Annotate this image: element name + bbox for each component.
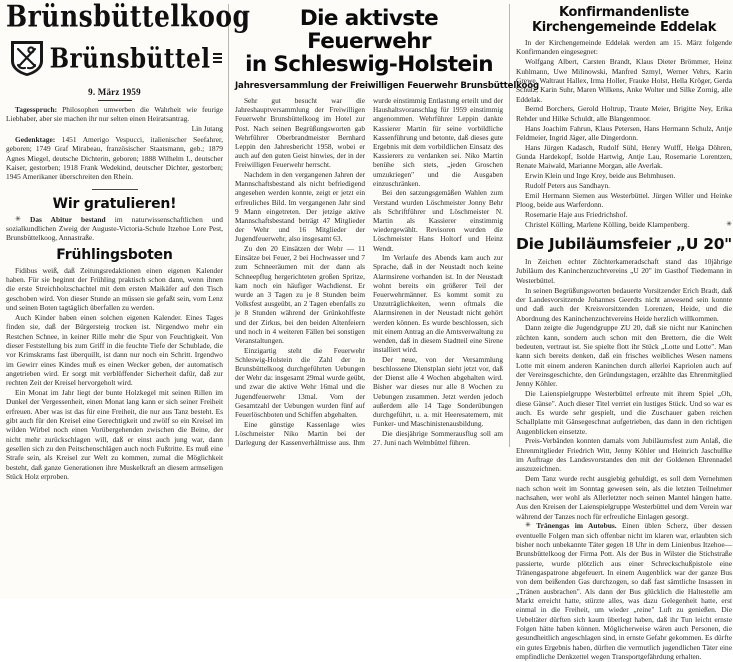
gedenktage-paragraph (6, 135, 223, 182)
gedenktage-label: Gedenktage: (15, 135, 56, 145)
konfirmanden-group-9 (516, 220, 732, 229)
wir-gratulieren-paragraph (6, 215, 223, 243)
konfirmanden-group-9-text: Christel Kölling, Marlene Kölling, beide Klampenberg. (525, 219, 690, 229)
wir-gratulieren-lead: Das Abitur bestand (30, 214, 106, 224)
end-mark-icon: ✳ (726, 219, 732, 228)
konfirmanden-group-5: Erwin Klein und Inge Krey, beide aus Behmhusen. (525, 171, 676, 181)
jubilaeum-paragraph-1: In Zeichen echter Züchterkameradschaft stand das 10jährige Jubiläum des Kaninchenzuchtvereins „U 20" im Gasthof Tiedemann in Westerbüttel. (516, 257, 732, 285)
jubilaeum-paragraph-5: Preis-Verbänden konnten damals vom Jubiläumsfest zum Anlaß, die Ehrenmitglieder Friedrich Witt, Jenny Köhler und Heinrich Jaschullke im Auftrage des Landesvorstandes den mit der Goldenen Ehrennadel auszuzeichnen. (516, 436, 732, 474)
center-paragraph-4: Einzigartig steht die Feuerwehr Schleswig-Holstein die Zahl der in Brunsbüttelkoog durchgeführten Uebungen der Wehr da: insgesamt 29mal wurde geübt, und zwar die aktive Wehr 16mal und die Jugendfeuerwehr 13mal. Vom der Gesamtzahl der Uebungen wurden fünf auf Feuerlöschboten und Schiffen abgehalten. (235, 345, 365, 419)
konfirmandenliste-heading-line-2: Kirchengemeinde Eddelak (531, 19, 717, 35)
tagesspruch-author: Lin Jutang (191, 124, 223, 134)
konfirmanden-group-2: Bernd Borchers, Gerold Holtrup, Traute Meier, Brigitte Ney, Erika Rehder und Hilke Schuldt, alle Blangenmoor. (516, 104, 732, 123)
konfirmanden-group-6: Rudolf Peters aus Sandhayn. (525, 181, 610, 191)
bullet-icon: ✳ (525, 521, 531, 530)
center-paragraph-8: Der neue, von der Versammlung beschlossene Dienstplan sieht jetzt vor, daß der Dienst alle 4 Wochen abgehalten wird. Bisher war dieses nur alle 8 Wochen zu Uebungen zusammen. Jetzt werden jedoch außerdem alle 14 Tage Sonderübungen durchgeführt, u. a. mit Heeresatemern, mit Funker- und Maschinistenausbildung. (373, 354, 503, 429)
anchor-crest-icon (7, 38, 47, 78)
masthead-row-2 (6, 38, 223, 78)
center-paragraph-9: Die diesjährige Sommerausflug soll am 27. Juni nach Welmbüttel führen. (373, 428, 503, 447)
masthead (6, 0, 251, 101)
masthead-rule-bars-icon (213, 53, 222, 63)
bullet-icon: ✳ (15, 214, 21, 223)
jubilaeum-paragraph-6: Dem Tanz wurde recht ausgiebig gehuldigt, es soll dem Vernehmen nach schon weit im Sonntag gewesen sein, als die letzten Teilnehmer nachsahen, wer wohl als Allerletzter noch seinen Mantel hängen hatte. Aus den Kreisen der Laienspielgruppe Westerbüttel und dem Verein war während der Tanzes noch für erfreuliche Einlagen gesorgt. (516, 474, 732, 521)
jubilaeumsfeier-heading: Die Jubiläumsfeier „U 20" (516, 235, 732, 254)
traenengas-label: Tränengas im Autobus. (536, 521, 617, 531)
center-body-columns (235, 96, 503, 447)
traenengas-text: Einen üblen Scherz, über dessen eventuelle Folgen man sich offenbar nicht im klaren war, erlaubten sich bisher noch unbekannte Täter gegen 18 Uhr in dem Linienbus Itzehoe—Brunsbüttelkoog der Firma Pott. Als der Bus in Wilster die Stichstraße passierte, wurde plötzlich aus einer Schreckschußpistole eine Tränengaspatrone abgefeuert. In einem Augenblick war der ganze Bus von dem beißenden Gas durchzogen, so daß fast sämtliche Insassen in „Tränen ausbrachen". Als dann der Bus glücklich die Haltestelle am Markt erreicht hatte, stürzte alles, was dazu Gelegenheit hatte, erst einmal in die Freiheit, um wieder „reine" Luft zu genießen. Die Uebeltäter dürften sich kaum überlegt haben, daß ihr Tun leicht ernste Folgen hätte haben können. Möglicherweise wären auch Personen, die gesundheitlich angeschlagen sind, in ernste Gefahr gekommen. Es dürfte ein gutes Ergebnis haben, dürften die vermutlich jugendlichen Täter eine empfindliche Denkzettel wegen Transportgefährdung erhalten. (516, 521, 732, 661)
fruehlingsboten-paragraph-2: Auch Kinder haben einen solchen eigenen Kalender. Eines Tages finden sie, daß der Bürgersteig trocken ist. Nirgendwo mehr ein Restchen Schnee, in keiner Rille mehr die Spur von Feuchtigkeit. Von dieser Feststellung bis zum Griff in die feuchte Tiefe der Schublade, die vor Krimskrams fast überquillt, ist dann nur noch ein Schritt. Irgendwo im Gewirr eines Kindes muß es einen Wecker geben, der automatisch angetrieben wird. Er sorgt mit verblüffender Sicherheit dafür, daß zur rechten Zeit der Kreisel hervorgeholt wird. (6, 312, 223, 388)
konfirmanden-group-3: Hans Joachim Fahrun, Klaus Petersen, Hans Hermann Schulz, Antje Feldmeier, Ingrid Jäger, alle Dingerdonn. (516, 123, 732, 142)
traenengas-paragraph (516, 521, 732, 661)
jubilaeum-paragraph-2: In seinen Begrüßungsworten bedauerte Vorsitzender Erich Bradt, daß der Landesvorsitzende Johannes Geerdts nicht anwesend sein konnte und daß auch der Kreisvorsitzenden Lorenzen, Heide, und die Abordnung des Kaninchenzuchtvereins Heide herzlich willkommen. (516, 285, 732, 323)
wir-gratulieren-rest: im naturwissenschaftlichen und sozialkundlichen Zweig der Auguste-Victoria-Schule Itzehoe Lore Pest, Brunsbüttelkoog, Annastraße. (6, 214, 223, 243)
fruehlingsboten-paragraph-3: Ein Monat im Jahr liegt der bunte Holzkegel mit seinen Rillen im Dunkel der Vergessenheit, einen Monat lang kann er sich seiner Freiheit erfreuen. Aber was ist das für eine Freiheit, die nur aus Tanz besteht. Es gibt auch für den Kreisel eine Gerechtigkeit und zwölf so ein Kreisel im wilden Wirbel noch einen Vorübergehenden zwischen die Beine, der nicht mehr zurückschlagen will, daß er einst auch jung war, dann gesellen sich zu den Peitschenschlägen auch noch Fußtritte. Es muß eine Strafe sein, als Kreisel zur Welt zu kommen, zumal die Möglichkeit besteht, daß ganze Generationen ihre Muskelkraft an diesem armseligen Stück Holz erproben. (6, 388, 223, 481)
fruehlingsboten-paragraph-1: Fidibus weiß, daß Zeitungsredaktionen einen eigenen Kalender haben. Für sie beginnt der Frühling praktisch schon dann, wenn ihnen die erste Streichholzschachtel mit dem ersten Maikäfer auf den Tisch geschoben wird. Von dieser Stunde an müssen sie gefaßt sein, vom Lenz und seinen Boten tagtäglich überfallen zu werden. (6, 265, 223, 313)
right-column (510, 4, 732, 662)
headline-line-1: Die aktivste Feuerwehr (299, 6, 439, 54)
fruehlingsboten-heading: Frühlingsboten (56, 246, 173, 263)
konfirmanden-group-1: Wolfgang Albert, Carsten Brandt, Klaus Dieter Brömmer, Heinz Kuhlmann, Uwe Milinowski, Manfred Szmyl, Werner Vehrs, Karin Grewe, Waltraut Hallex, Irma Holler, Frauke Holst, Hella Kröger, Gerda Schütz, Karin Suhr, Maren Wilkens, Anke Wolter und Silke Zornig, alle Eddelak. (516, 57, 732, 104)
masthead-title-line2: Brünsbüttel (49, 42, 211, 74)
center-paragraph-7: Im Verlaufe des Abends kam auch zur Sprache, daß in der Neustadt noch keine Alarmsirene vorhanden ist. In der Neustadt wohnt bereits ein größerer Teil der Feuerwehrmänner. Es kommt somit zu Unzuträglichkeiten, wenn oftmals die Alarmsirenen in der Neustadt nicht gehört werden können. Es wurde beschlossen, sich mit einem Antrag an die Amtsverwaltung zu wenden, daß in diesem Stadtteil eine Sirene installiert wird. (373, 253, 503, 355)
konfirmanden-group-8: Rosemarie Haje aus Friedrichshof. (525, 210, 628, 219)
page-subheadline: Jahresversammlung der Freiwilligen Feuerwehr Brunsbüttelkoog (235, 81, 539, 91)
konfirmanden-group-4: Hans Jürgen Kadasch, Rudolf Sühl, Henry Wulff, Helga Döhren, Gunda Hardekopf, Isolde Hartwig, Antje Lau, Rosemarie Lorentzen, Renate Maiwald, Marianne Morgan, alle Averlak. (516, 142, 732, 171)
headline-line-2: in Schleswig-Holstein (245, 52, 493, 77)
center-paragraph-1: Sehr gut besucht war die Jahreshauptversammlung der Freiwilligen Feuerwehr Brunsbüttelkoog im Hotel zur Post. Nach seinen Begrüßungsworten gab Wehrführer Oberbrandmeister Bernhard Leppin den Jahresbericht 1958, wobei er auch auf den guten Geist hinwies, der in der Freiwilligen Feuerwehr herrscht. (235, 96, 365, 170)
masthead-date: 9. März 1959 (88, 87, 141, 97)
column-container (6, 0, 732, 661)
jubilaeum-paragraph-3: Dann zeigte die Jugendgruppe ZU 20, daß sie nicht nur Kaninchen züchten kann, sondern auch schon mit den Brettern, die die Welt bedeuten, vertraut ist. Sie spielte flott ihr Stück „Lotte und Lotte". Man kann sich bereits denken, daß ein frisches weibliches Wesen namens Lotte mit einem anderen Kaninchen durch allerlei Kapriolen auch auf der Vereinsgeschichte, den Gründungstagen, erzählte das Ehrenmitglied Jenny Köhler. (516, 323, 732, 389)
section-divider (92, 189, 138, 190)
konfirmanden-group-7: Emil Hermann Siemen aus Westerbüttel. Jürgen Willer und Heinke Ploog, beide aus Warferdonn. (516, 190, 732, 210)
center-paragraph-6: Bei den satzungsgemäßen Wahlen zum Verstand wurden Löschmeister Jonny Behr als Schriftführer und Löschmeister N. Martin als Kassierer einstimmig wiedergewählt. Revisoren wurden die Löschmeister Hans Holtorf und Heinz Wendt. (373, 188, 503, 253)
page-headline (235, 7, 503, 76)
gedenktage-text: 1451 Amerigo Vespucci, italienischer Seefahrer, geboren; 1749 Graf Mirabeau, französischer Staatsmann, geb.; 1879 Agnes Miegel, deutsche Dichterin, geboren; 1888 Wilhelm I., deutscher Kaiser, gestorben; 1918 Frank Wedekind, deutscher Dichter, gestorben; 1945 Amerikaner überschreiten den Rhein. (6, 135, 223, 182)
tagesspruch-paragraph (6, 105, 223, 124)
center-paragraph-3: Zu den 20 Einsätzen der Wehr — 11 Einsätze bei Feuer, 2 bei Hochwasser und 7 zum Schneeräumen mit der dann als Schneepflug hergerichteten großen Spritze, kam noch ein häufiger Wachdienst. Er wurde an 3 Tagen zu je 8 Stunden beim Volksfest ausgeübt, an 2 Tagen ebenfalls zu je 8 Stunden während der Grünkohlfeste und der Zirkus, bei den beiden Altenfeiern und noch in 4 weiteren Fällen bei sonstigen Veranstaltungen. (235, 244, 365, 345)
jubilaeum-paragraph-4: Die Laienspielgruppe Westerbüttel erfreute mit ihrem Spiel „Oh, diese Gänse". Auch dieser Titel verriet ein lustiges Stück. Und so war es auch. Es wurde sehr gespielt, und die Zuschauer gaben reichen Schallplatte mit Gänsegeschnat aufgetrieben, das dann in den richtigen Augenblicken einsetzte. (516, 389, 732, 436)
left-column (6, 0, 251, 482)
konfirmandenliste-heading (516, 6, 732, 35)
center-paragraph-5: Eine günstige Kassenlage wies Löschmeister Niko Martin bei der Darlegung der Kassenverhältnisse aus. Ihm wurde einstimmig Entlastung erteilt und der Haushaltsvoranschlag für 1959 einstimmig angenommen. Wehrführer Leppin dankte Kassierer Martin für seine vorbildliche Kassenführung und betonte, daß dieses gute Ergebnis mit dem vorbildlichen Einsatz des Kassierers zu verdanken sei. Niko Martin benühe sich stets, „jeden Groschen umzukriegen" und die Ausgaben einzuschränken. (235, 96, 503, 447)
wir-gratulieren-heading: Wir gratulieren! (52, 195, 177, 212)
center-column (228, 4, 539, 447)
center-paragraph-2: Nachdem in den vergangenen Jahren der Mannschaftsbestand als nicht befriedigend angesehen werden konnte, zeigt er jetzt ein erfreuliches Bild. Im vergangenen Jahr sind 9 Mann eingetreten. Der jetzige aktive Mannschaftsbestand beträgt 47 Mitglieder der Wehr und 16 Mitglieder der Jugendfeuerwehr, also insgesamt 63. (235, 170, 365, 244)
tagesspruch-label: Tagesspruch: (15, 105, 58, 114)
masthead-title-line1: Brünsbüttelkoog (6, 0, 251, 34)
konfirmanden-intro: In der Kirchengemeinde Eddelak werden am 15. März folgende Konfirmanden eingesegnet: (516, 38, 732, 57)
konfirmandenliste-heading-line-1: Konfirmandenliste (558, 5, 690, 20)
tagesspruch-text: Philosophen umwerben die Wahrheit wie feurige Liebhaber, aber sie machen ihr nur selten einen Heiratsantrag. (6, 105, 223, 124)
